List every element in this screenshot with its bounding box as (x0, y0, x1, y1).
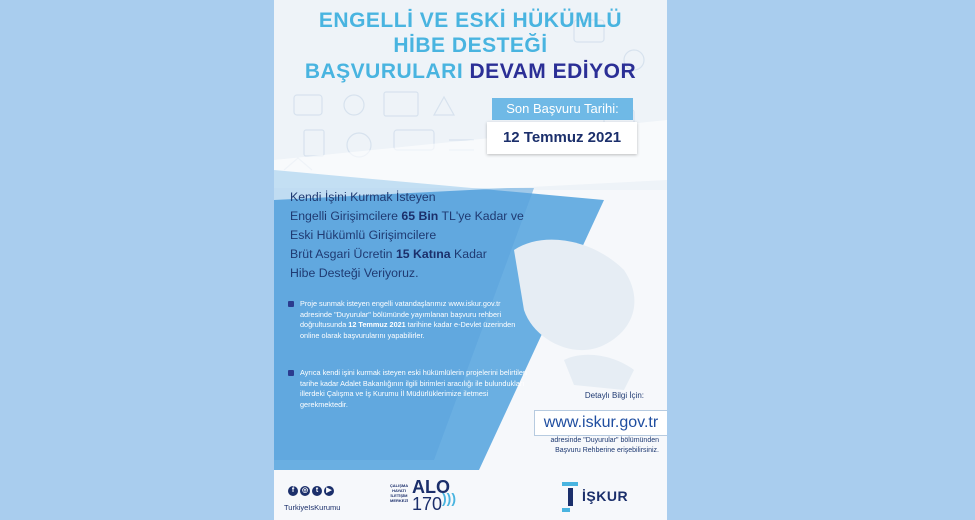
intro-line-3: Eski Hükümlü Girişimcilere (290, 228, 437, 242)
bullet-1 (288, 299, 528, 341)
deadline-date: 12 Temmuz 2021 (487, 122, 637, 154)
bullet-icon (288, 370, 294, 376)
bullet-icon (288, 301, 294, 307)
bullet-1-text-b: 12 Temmuz 2021 (348, 320, 406, 329)
iskur-logo-icon (560, 482, 580, 512)
intro-line-2a: Engelli Girişimcilere (290, 209, 402, 223)
intro-line-1: Kendi İşini Kurmak İsteyen (290, 190, 436, 204)
intro-line-5: Hibe Desteği Veriyoruz. (290, 266, 419, 280)
title-line-3-light: BAŞVURULARI (304, 60, 464, 83)
bullet-1-text-a: Proje sunmak isteyen engelli vatandaşlarımız www.iskur.gov.tr adresinde "Duyurular" bölümünde yayımlanan başvuru rehberi doğrultusunda (300, 299, 502, 329)
intro-line-2b: 65 Bin (401, 209, 439, 223)
info-title: Detaylı Bilgi İçin: (584, 391, 644, 400)
intro-line-4a: Brüt Asgari Ücretin (290, 247, 396, 261)
intro-line-4c: Kadar (450, 247, 487, 261)
social-icons (288, 486, 334, 496)
alo-number: 170 (412, 494, 443, 514)
url-note-1: adresinde "Duyurular" bölümünden (550, 437, 659, 444)
intro-text (290, 188, 550, 283)
bullet-2 (288, 368, 528, 410)
url-note-2: Başvuru Rehberine erişebilirsiniz. (555, 446, 659, 454)
alo-subtitle: ÇALIŞMA HAYATI İLETİŞİM MERKEZİ (389, 483, 409, 503)
url-note (514, 436, 659, 455)
brand-name: İŞKUR (582, 488, 629, 504)
twitter-icon[interactable]: t (312, 486, 322, 496)
social-handle: TurkiyeIsKurumu (284, 503, 341, 512)
instagram-icon[interactable]: ◎ (301, 487, 309, 494)
title-line-3-dark: DEVAM EDİYOR (469, 60, 637, 83)
sound-wave-icon: ))) (442, 490, 456, 506)
title-line-1: ENGELLİ VE ESKİ HÜKÜMLÜ (318, 9, 623, 32)
title-line-2: HİBE DESTEĞİ (393, 34, 548, 57)
title-line-3 (274, 60, 667, 84)
url-link[interactable]: www.iskur.gov.tr (534, 410, 667, 436)
youtube-icon[interactable]: ▶ (324, 486, 334, 496)
bullet-1-text-c: tarihine kadar e-Devlet üzerinden online olarak başvurularını yapabilirler. (300, 320, 516, 340)
bullet-1-text (300, 299, 528, 341)
intro-line-4b: 15 Katına (395, 247, 451, 261)
intro-line-4 (290, 245, 550, 264)
intro-line-2 (290, 207, 550, 226)
bullet-2-text: Ayrıca kendi işini kurmak isteyen eski hükümlülerin projelerini belirtilen tarihe kadar Adalet Bakanlığının ilgili birimleri aracılığı ile bulundukları illerdeki Çalışma ve İş Kurumu İl Müdürlüklerimize iletmesi gerekmektedir. (300, 368, 527, 409)
deadline-label: Son Başvuru Tarihi: (492, 98, 633, 120)
facebook-icon[interactable]: f (288, 486, 298, 496)
intro-line-2c: TL'ye Kadar ve (438, 209, 524, 223)
alo-label: ALO (412, 477, 450, 497)
poster (274, 0, 667, 520)
